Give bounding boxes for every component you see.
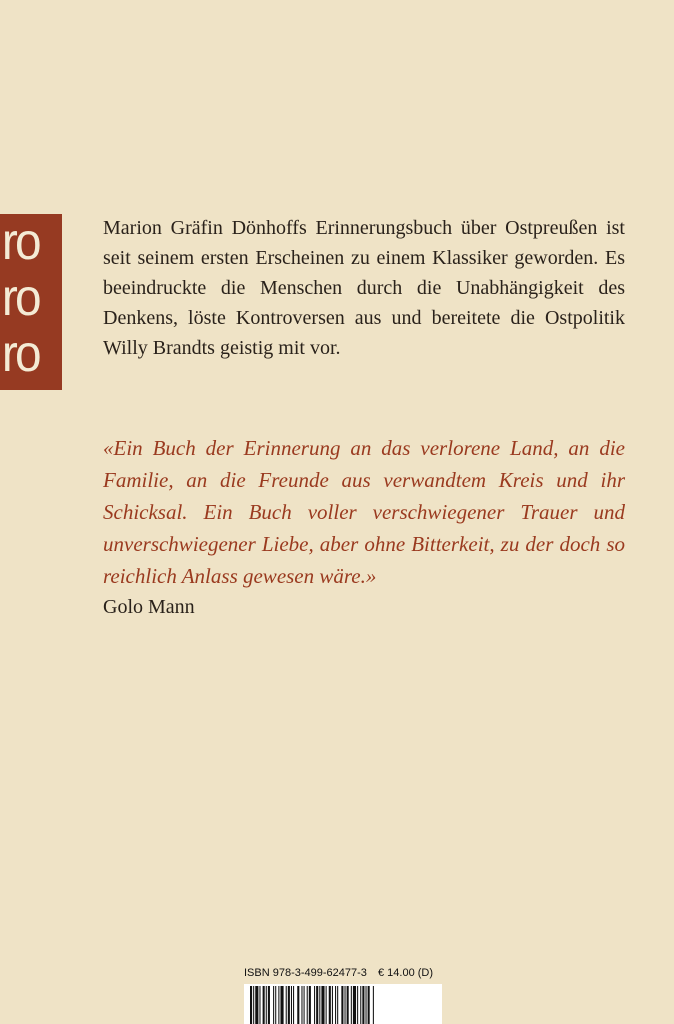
barcode-bar xyxy=(259,986,260,1024)
barcode-bar xyxy=(309,986,311,1024)
barcode-bar xyxy=(266,986,267,1024)
barcode-bar xyxy=(278,986,279,1024)
barcode-bar xyxy=(297,986,299,1024)
barcode-bar xyxy=(301,986,302,1024)
barcode-bar xyxy=(347,986,349,1024)
barcode-bar xyxy=(293,986,294,1024)
barcode-bar xyxy=(360,986,361,1024)
review-quote: «Ein Buch der Erinnerung an das verlorene Land, an die Familie, an die Freunde aus verwandtem Kreis und ihr Schicksal. Ein Buch voller verschwiegener Trauer und unverschwiegener Liebe, aber ohne Bitterkeit, zu der doch so reichlich Anlass gewesen wäre.» xyxy=(103,436,625,588)
barcode-bar xyxy=(321,986,324,1024)
barcode-bar xyxy=(280,986,283,1024)
barcode-bar xyxy=(373,986,374,1024)
logo-line-1: ro xyxy=(1,214,39,271)
barcode-bar xyxy=(314,986,315,1024)
barcode-bar xyxy=(337,986,338,1024)
barcode-bar xyxy=(263,986,265,1024)
barcode-bar xyxy=(366,986,367,1024)
barcode-image xyxy=(250,986,436,1024)
barcode-area xyxy=(244,984,442,1024)
price-text: € 14.00 (D) xyxy=(377,967,434,979)
isbn-price-line xyxy=(244,966,442,980)
barcode-bar xyxy=(288,986,290,1024)
barcode-bar xyxy=(329,986,331,1024)
logo-line-3: ro xyxy=(1,325,39,383)
barcode-bar xyxy=(255,986,258,1024)
barcode-bar xyxy=(351,986,352,1024)
barcode-bar xyxy=(268,986,270,1024)
barcode-bar xyxy=(250,986,252,1024)
logo-line-2: ro xyxy=(1,269,39,327)
barcode-bar xyxy=(353,986,356,1024)
quote-author: Golo Mann xyxy=(103,596,195,618)
barcode-bar xyxy=(307,986,308,1024)
barcode-bar xyxy=(273,986,274,1024)
barcode-bar xyxy=(357,986,358,1024)
barcode-bar xyxy=(316,986,318,1024)
barcode-bar xyxy=(345,986,346,1024)
barcode-bar xyxy=(341,986,343,1024)
barcode-bar xyxy=(286,986,287,1024)
barcode-bar xyxy=(332,986,333,1024)
barcode-bar xyxy=(335,986,336,1024)
barcode-bar xyxy=(253,986,254,1024)
isbn-text: ISBN 978-3-499-62477-3 xyxy=(244,967,367,979)
barcode-bar xyxy=(326,986,327,1024)
rororo-logo xyxy=(0,214,62,390)
barcode-bar xyxy=(368,986,370,1024)
barcode-bar xyxy=(304,986,305,1024)
barcode-bar xyxy=(362,986,364,1024)
barcode-bar xyxy=(275,986,276,1024)
blurb-text: Marion Gräfin Dönhoffs Erinnerungsbuch über Ostpreußen ist seit seinem ersten Erscheinen zu einem Klassiker geworden. Es beeindruckte die Menschen durch die Unabhängigkeit des Denkens, löste Kontroversen aus und bereitete die Ostpolitik Willy Brandts geistig mit vor. xyxy=(103,217,625,359)
barcode-bar xyxy=(291,986,292,1024)
barcode-bar xyxy=(319,986,320,1024)
